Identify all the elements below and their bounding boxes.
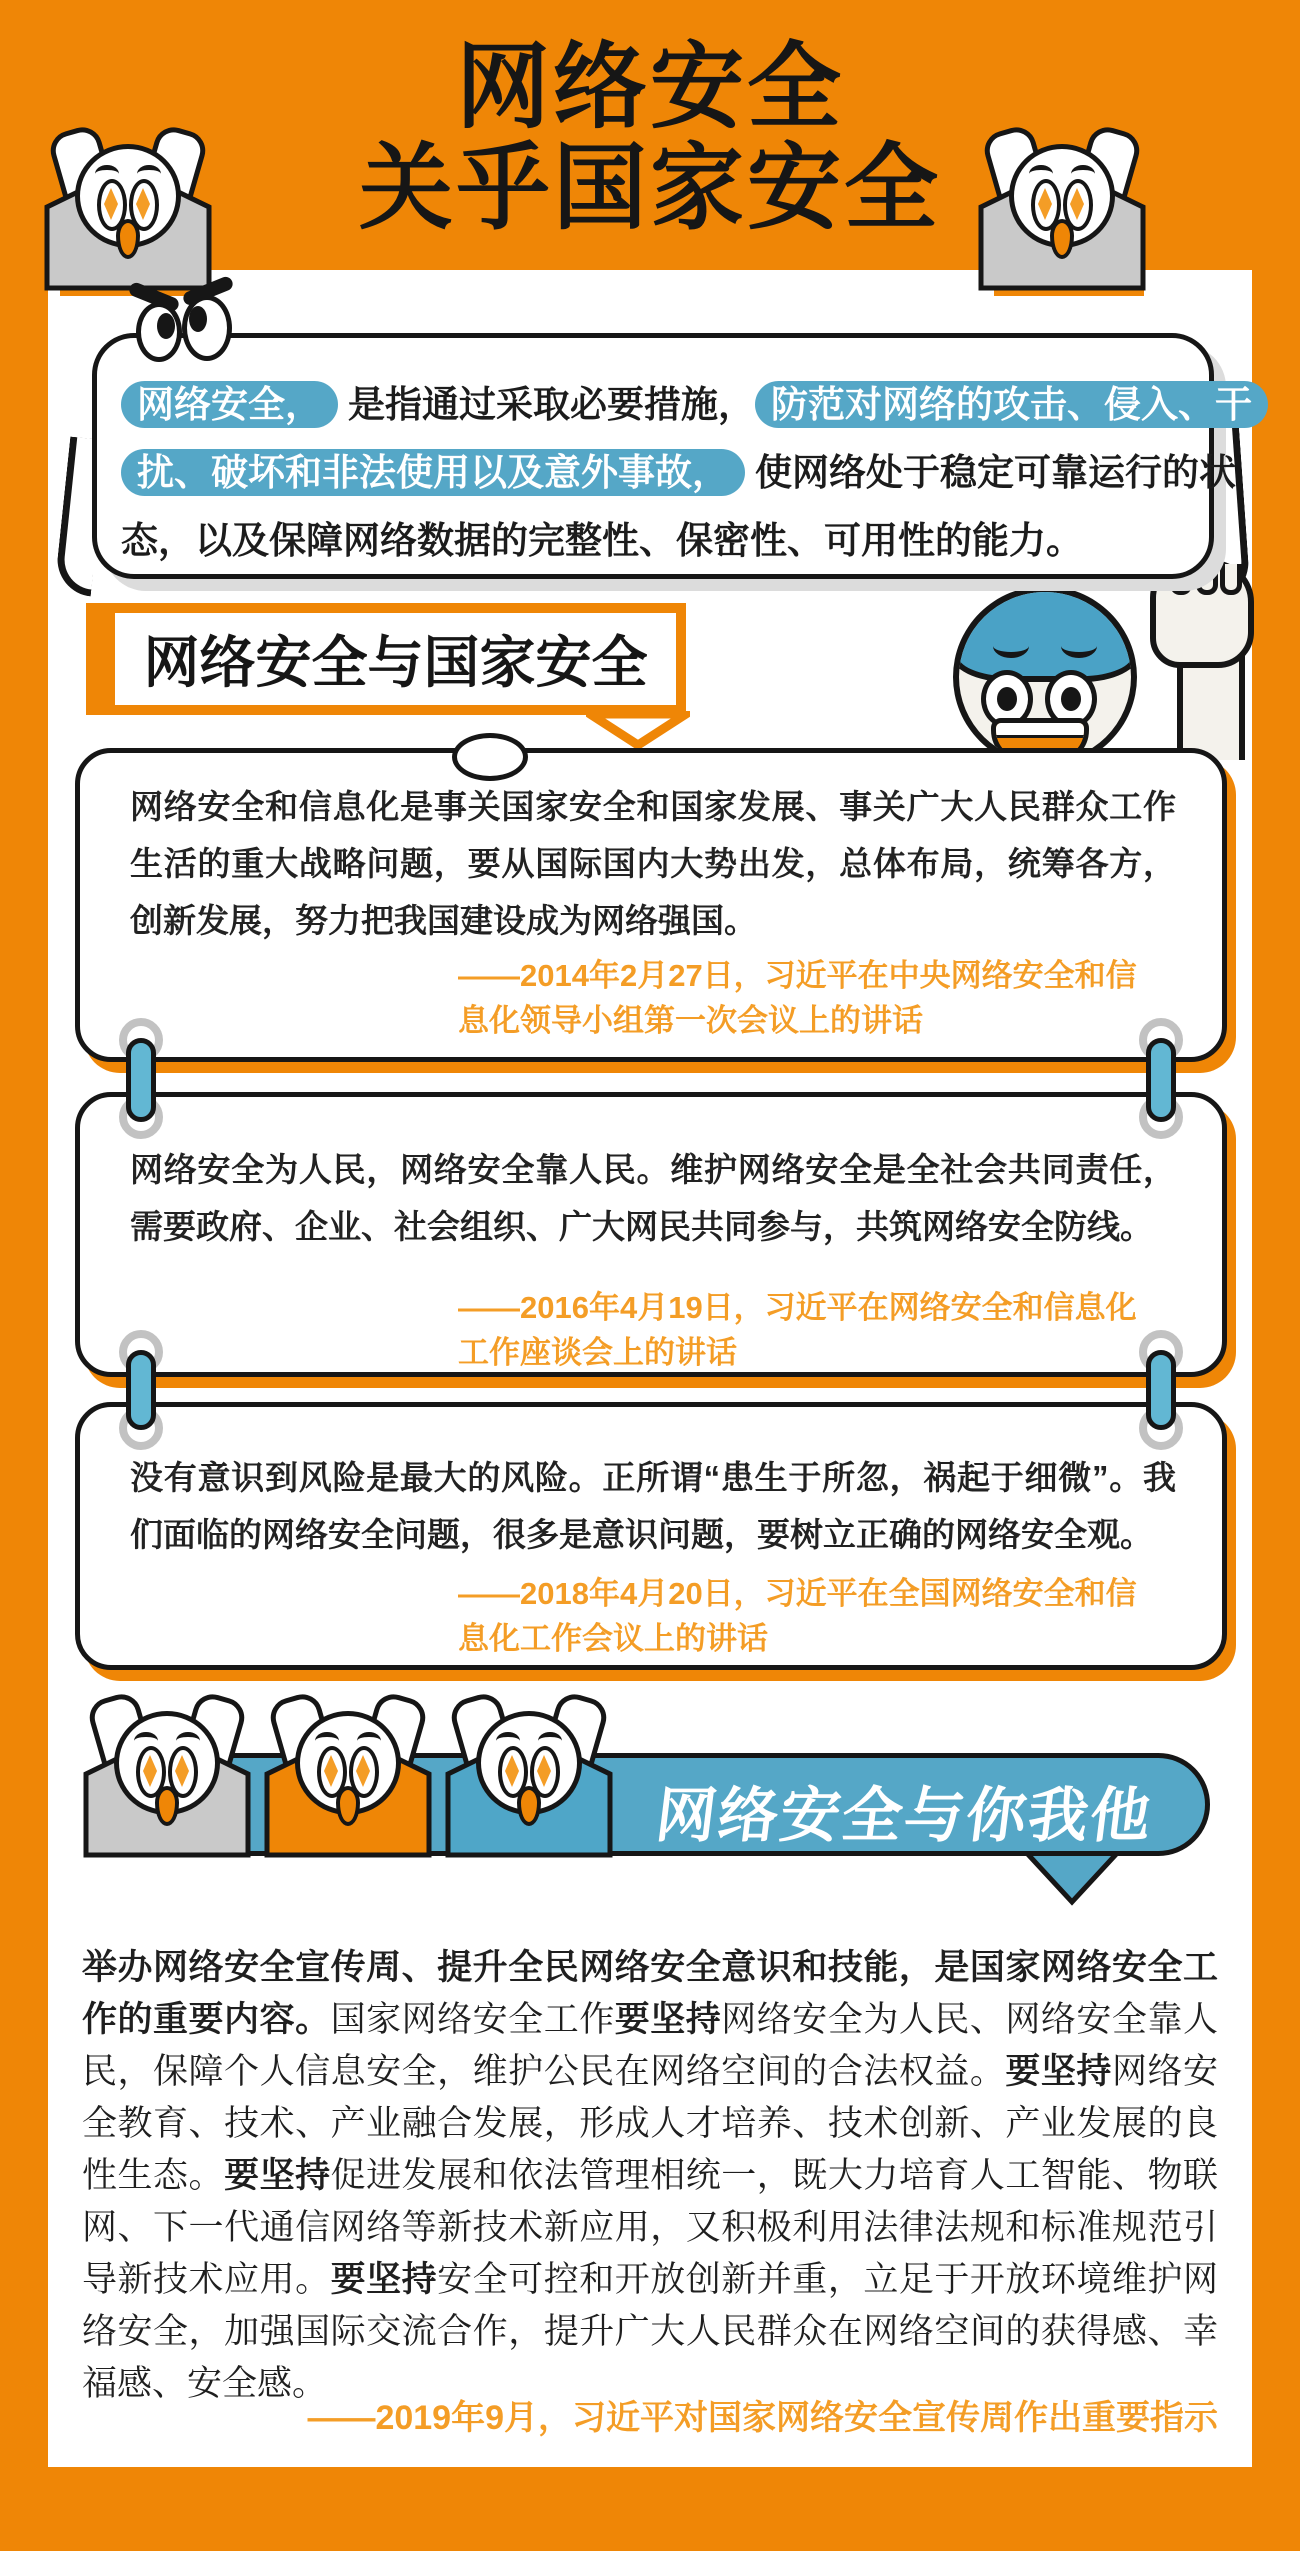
title-line-1: 网络安全 [455, 34, 844, 139]
body-paragraph: 举办网络安全宣传周、提升全民网络安全意识和技能，是国家网络安全工作的重要内容。国家网络安全工作要坚持网络安全为人民、网络安全靠人民，保障个人信息安全，维护公民在网络空间的合法权益。要坚持网络安全教育、技术、产业融合发展，形成人才培养、技术创新、产业发展的良性生态。要坚持促进发展和依法管理相统一，既大力培育人工智能、物联网、下一代通信网络等新技术新应用，又积极利用法律法规和标准规范引导新技术应用。要坚持安全可控和开放创新并重，立足于开放环境维护网络安全，加强国际交流合作，提升广大人民群众在网络空间的获得感、幸福感、安全感。 [82, 1948, 1218, 2403]
quote-text: 网络安全和信息化是事关国家安全和国家发展、事关广大人民群众工作生活的重大战略问题，要从国际国内大势出发，总体布局，统筹各方，创新发展，努力把我国建设成为网络强国。 [130, 788, 1176, 939]
mascot-head-icon [953, 586, 1137, 768]
banner-tail-icon [1020, 1850, 1124, 1910]
heading-pointer-icon [586, 711, 690, 751]
closing-attribution: ——2019年9月，习近平对国家网络安全宣传周作出重要指示 [307, 2399, 1218, 2437]
section-banner [88, 1753, 1210, 1856]
title-line-2: 关乎国家安全 [358, 135, 941, 240]
mascot-head-icon [1009, 144, 1115, 248]
connector-link-icon [1146, 1350, 1176, 1430]
definition-bubble [92, 333, 1252, 579]
speech-tail-dot-icon [452, 733, 528, 781]
quote-attribution: ——2014年2月27日，习近平在中央网络安全和信 息化领导小组第一次会议上的讲话 [458, 958, 1137, 1038]
connector-link-icon [126, 1350, 156, 1430]
section-heading: 网络安全与国家安全 [115, 613, 676, 705]
eye-icon [182, 295, 232, 361]
mascot-head-icon [295, 1711, 401, 1815]
mascot-banner-gray [83, 1703, 251, 1858]
eye-icon [136, 302, 182, 362]
quote-card-2018 [75, 1402, 1227, 1670]
banner-title: 网络安全与你我他 [652, 1782, 1157, 1849]
section-heading-box [86, 603, 686, 715]
definition-line: 态，以及保障网络数据的完整性、保密性、可用性的能力。 [121, 520, 1083, 561]
mascot-top-left [44, 136, 212, 291]
connector-link-icon [126, 1038, 156, 1122]
quote-attribution: ——2016年4月19日，习近平在网络安全和信息化 工作座谈会上的讲话 [458, 1290, 1137, 1370]
quote-card-2014 [75, 748, 1227, 1062]
mascot-banner-orange [264, 1703, 432, 1858]
mascot-head-icon [75, 144, 181, 248]
definition-line: 扰、破坏和非法使用以及意外事故， 使网络处于稳定可靠运行的状 [121, 442, 1189, 496]
quote-text: 没有意识到风险是最大的风险。正所谓“患生于所忽，祸起于细微”。我们面临的网络安全问题，很多是意识问题，要树立正确的网络安全观。 [130, 1459, 1176, 1553]
quote-card-2016 [75, 1092, 1227, 1377]
quote-attribution: ——2018年4月20日，习近平在全国网络安全和信 息化工作会议上的讲话 [458, 1576, 1137, 1656]
mascot-helmet-icon [945, 560, 1265, 760]
mascot-banner-blue [445, 1703, 613, 1858]
definition-line: 网络安全， 是指通过采取必要措施， 防范对网络的攻击、侵入、干 [121, 374, 1189, 428]
helmet-icon [953, 586, 1137, 682]
mascot-head-icon [476, 1711, 582, 1815]
quote-text: 网络安全为人民，网络安全靠人民。维护网络安全是全社会共同责任，需要政府、企业、社会组织、广大网民共同参与，共筑网络安全防线。 [130, 1151, 1176, 1245]
mascot-top-right [978, 136, 1146, 291]
mascot-head-icon [114, 1711, 220, 1815]
connector-link-icon [1146, 1038, 1176, 1122]
angry-eyes-icon [128, 278, 238, 358]
